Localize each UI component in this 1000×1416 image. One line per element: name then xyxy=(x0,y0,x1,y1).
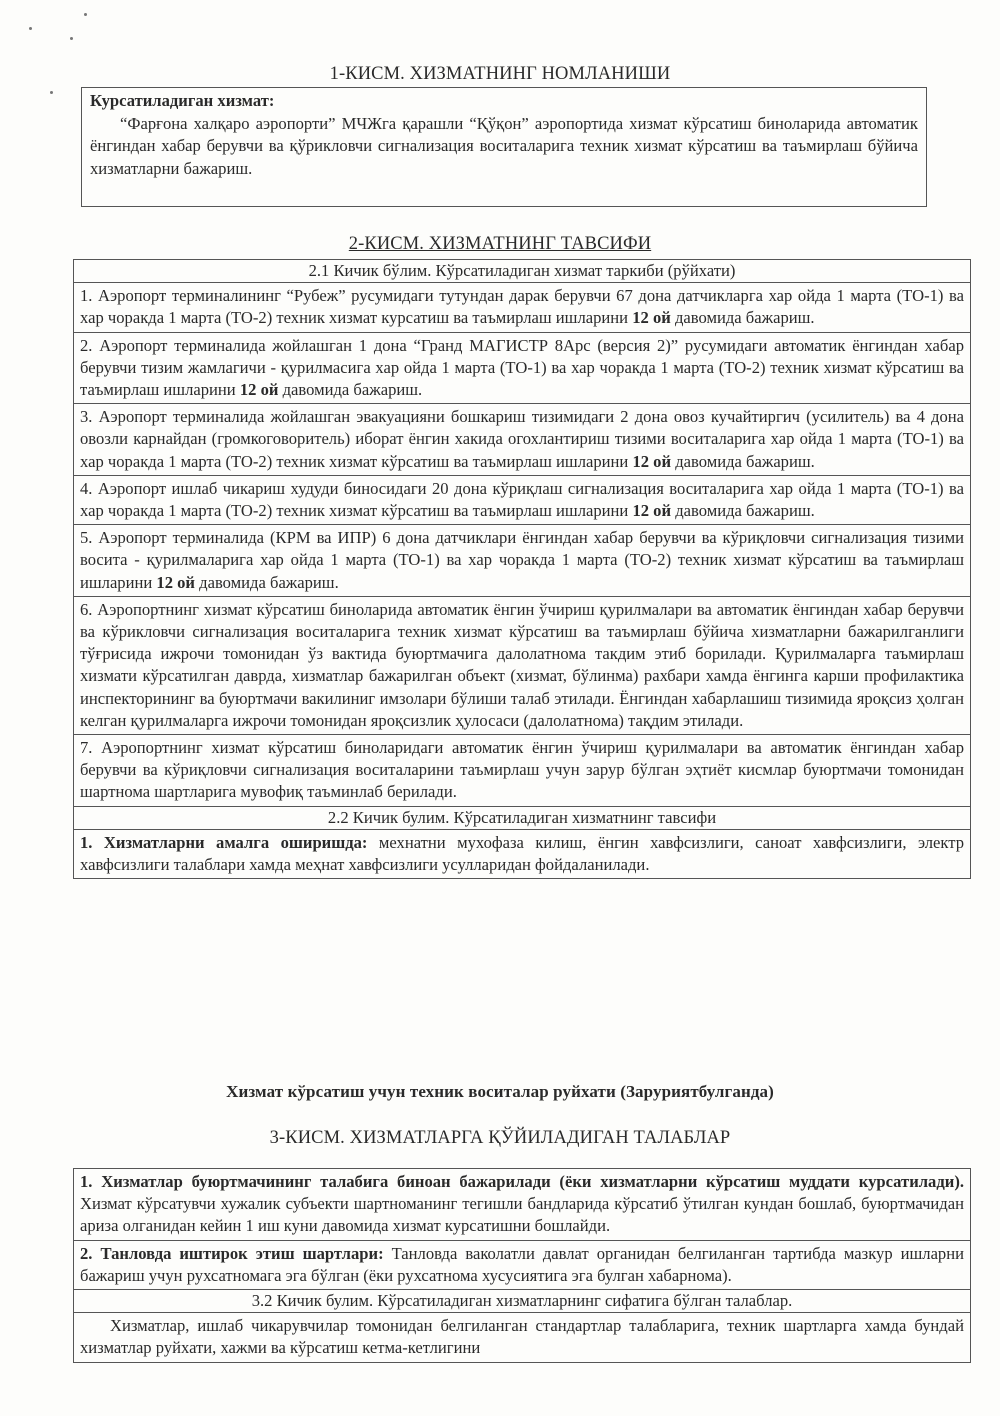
scan-speck xyxy=(29,27,32,30)
part2-table xyxy=(73,259,971,879)
list-item: 4. Аэропорт ишлаб чикариш худуди биносидаги 20 дона кўриқлаш сигнализация воситаларига хар ойда 1 марта (ТО-1) ва хар чоракда 1 марта (ТО-2) техник хизмат кўрсатиш ва таъмирлаш ишларини 12 ой давомида бажариш. xyxy=(74,476,970,525)
list-item: 3. Аэропорт терминалида жойлашган эвакуацияни бошкариш тизимидаги 2 дона овоз кучайтиргич (усилитель) ва 4 дона овозли карнайдан (громкоговоритель) иборат ёнгин хакида огохлантириш тизими воситаларига хар ойда 1 марта (ТО-1) ва хар чоракда 1 марта (ТО-2) техник хизмат кўрсатиш ва таъмирлаш ишларини 12 ой давомида бажариш. xyxy=(74,404,970,476)
scan-speck xyxy=(50,91,53,94)
list-item: 5. Аэропорт терминалида (КРМ ва ИПР) 6 дона датчиклари ёнгиндан хабар берувчи ва кўриқловчи сигнализация тизими восита - қурилмаларига хар ойда 1 марта (ТО-1) ва хар чоракда 1 марта (ТО-2) техник хизмат кўрсатиш ва таъмирлаш ишларини 12 ой давомида бажариш. xyxy=(74,525,970,597)
scan-speck xyxy=(70,37,73,40)
list-item: Хизматлар, ишлаб чикарувчилар томонидан белгиланган стандартлар талабларига, техник шартларга хамда бундай хизматлар руйхати, хажми ва кўрсатиш кетма-кетлигини xyxy=(80,1316,964,1358)
list-item: 1. Хизматларни амалга оширишда: мехнатни мухофаза килиш, ёнгин хавфсизлиги, саноат хавфсизлиги, электр хавфсизлиги талаблари хамда меҳнат хавфсизлиги усулларидан фойдаланилади. xyxy=(80,832,965,875)
service-text: “Фарғона халқаро аэропорти” МЧЖга қарашли “Қўқон” аэропортида хизмат кўрсатиш биноларида автоматик ёнгиндан хабар берувчи ва қўрикловчи сигнализация воситаларига техник хизмат кўрсатиш ва таъмирлаш бўйича хизматларни бажариш. xyxy=(90,113,918,178)
list-item: 2. Танловда иштирок этиш шартлари: Танловда ваколатли давлат органидан белгиланган тартибда мазкур ишларни бажариш учун рухсатномага эга бўлган (ёки рухсатнома хусусиятига эга булган хабарнома). xyxy=(74,1241,970,1290)
part3-heading: 3-КИСМ. ХИЗМАТЛАРГА ҚЎЙИЛАДИГАН ТАЛАБЛАР xyxy=(269,1128,731,1148)
part1-heading: 1-КИСМ. ХИЗМАТНИНГ НОМЛАНИШИ xyxy=(329,64,671,84)
part3-table xyxy=(73,1168,971,1363)
subsection-2-1-title: 2.1 Кичик бўлим. Кўрсатиладиган хизмат таркиби (рўйхати) xyxy=(74,260,970,283)
list-item: 7. Аэропортнинг хизмат кўрсатиш биноларидаги автоматик ёнгин ўчириш қурилмалари ва автоматик ёнгиндан хабар берувчи ва кўриқловчи сигнализация воситаларини таъмирлаш учун зарур бўлган эҳтиёт кисмлар буюртмачи томонидан шартнома шартларига мувофиқ таъминлаб берилади. xyxy=(74,735,970,807)
service-label: Курсатиладиган хизмат: xyxy=(90,91,275,110)
list-item: 1. Аэропорт терминалининг “Рубеж” русумидаги тутундан дарак берувчи 67 дона датчикларга хар ойда 1 марта (ТО-1) ва хар чоракда 1 марта (ТО-2) техник хизмат курсатиш ва таъмирлаш ишларини 12 ой давомида бажариш. xyxy=(74,283,970,332)
list-item: 6. Аэропортнинг хизмат кўрсатиш биноларида автоматик ёнгин ўчириш қурилмалари ва автоматик ёнгиндан хабар берувчи ва кўрикловчи сигнализация воситаларига техник хизмат кўрсатиш ва таъмирлаш бўйича хизматларни бажарилганлиги тўғрисида ижрочи томонидан ўз вактида буюртмачига далолатнома такдим этиб борилади. Қурилмаларга таъмирлаш хизмати кўрсатилган даврда, хизматлар бажарилган объект (хизмат, бўлинма) рахбари хамда ёнгинга карши профилактика инспекторининг ва буюртмачи вакилиниг имзолари бўлиши талаб этилади. Ёнгиндан хабарлашиш тизимида яроқсиз ҳолган келган қурилмаларга ижрочи томонидан яроқсизлик ҳулосаси (далолатнома) тақдим этилади. xyxy=(74,597,970,735)
list-item: 2. Аэропорт терминалида жойлашган 1 дона “Гранд МАГИСТР 8Арс (версия 2)” русумидаги автоматик ёнгиндан хабар берувчи тизим жамлагичи - қурилмасига хар ойда 1 марта (ТО-1) ва хар чоракда 1 марта (ТО-2) техник хизмат кўрсатиш ва таъмирлаш ишларини 12 ой давомида бажариш. xyxy=(74,333,970,405)
part2-heading: 2-КИСМ. ХИЗМАТНИНГ ТАВСИФИ xyxy=(348,234,652,254)
tools-heading: Хизмат кўрсатиш учун техник воситалар руйхати (Заруриятбулганда) xyxy=(226,1082,774,1101)
subsection-3-2-title: 3.2 Кичик булим. Кўрсатиладиган хизматларнинг сифатига бўлган талаблар. xyxy=(74,1290,970,1313)
part1-box xyxy=(81,87,927,207)
list-item: 1. Хизматлар буюртмачининг талабига биноан бажарилади (ёки хизматларни кўрсатиш муддати курсатилади). Хизмат кўрсатувчи хужалик субъекти шартноманинг тегишли бандларида кўрсатиб ўтилган кундан бошлаб, буюртмачидан ариза олганидан кейин 1 иш куни давомида хизмат курсатишни бошлайди. xyxy=(74,1169,970,1241)
scan-speck xyxy=(84,13,87,16)
subsection-2-2-title: 2.2 Кичик булим. Кўрсатиладиган хизматнинг тавсифи xyxy=(74,807,970,830)
